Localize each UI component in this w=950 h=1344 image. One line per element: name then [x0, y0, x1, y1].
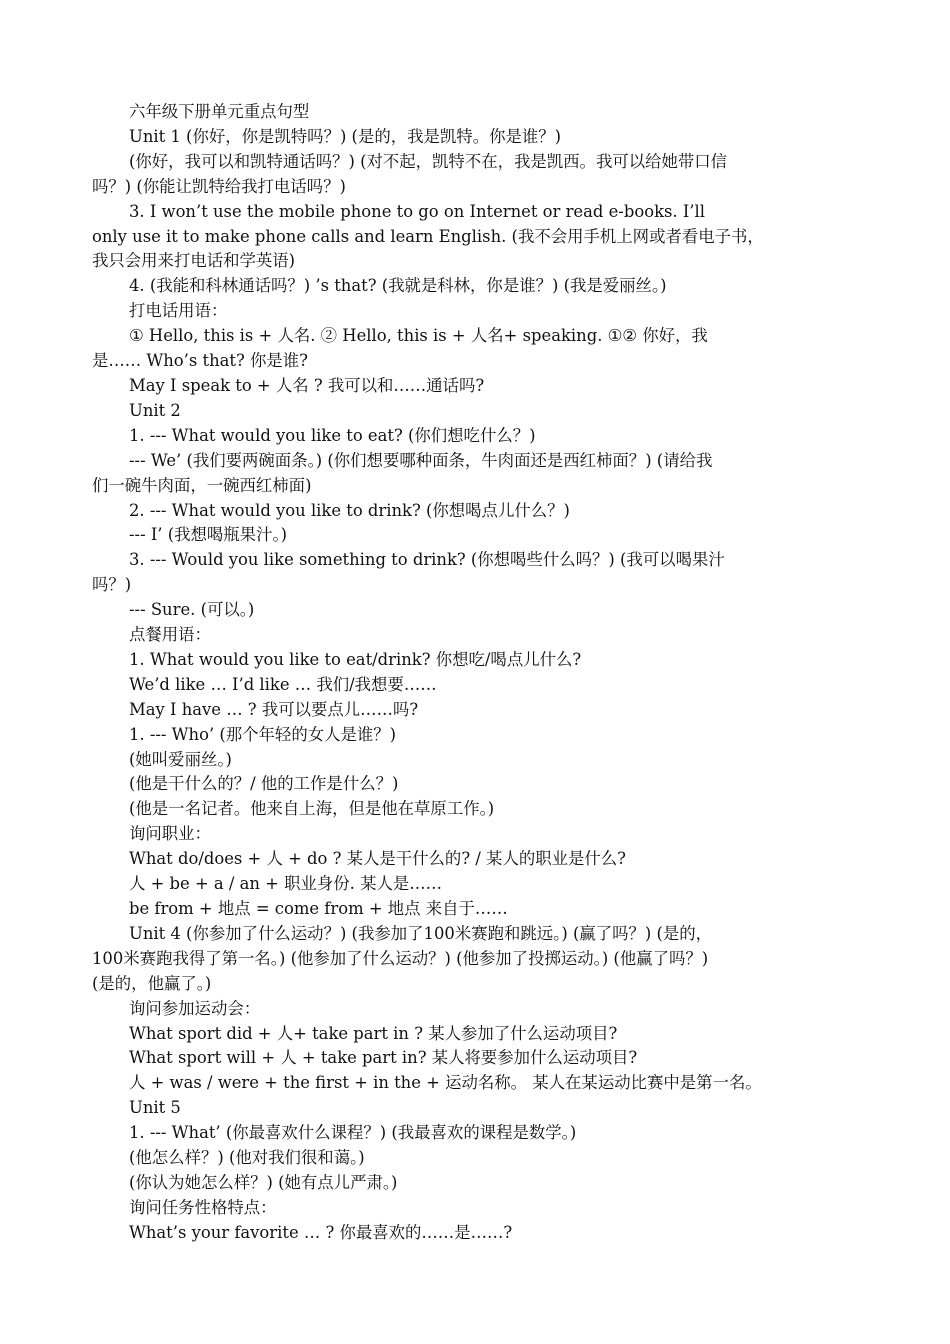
text-line: Unit 1 (你好，你是凯特吗？) (是的，我是凯特。你是谁？): [129, 126, 562, 146]
text-line: 点餐用语：: [129, 625, 211, 645]
text-line: 询问职业：: [129, 824, 211, 844]
text-line: 打电话用语：: [129, 301, 228, 321]
text-line: only use it to make phone calls and learn English. (我不会用手机上网或者看电子书，: [92, 226, 764, 246]
text-line: 六年级下册单元重点句型: [129, 102, 310, 121]
text-line: 2. --- What would you like to drink? (你想喝点儿什么？): [129, 500, 570, 520]
text-line: (你认为她怎么样？) (她有点儿严肃。): [129, 1172, 398, 1192]
text-line: 100米赛跑我得了第一名。) (他参加了什么运动？) (他参加了投掷运动。) (他赢了吗？): [92, 948, 709, 968]
text-line: 1. --- Who’ (那个年轻的女人是谁？): [129, 724, 397, 744]
text-line: 我只会用来打电话和学英语): [92, 251, 296, 271]
text-line: What do/does + 人 + do ? 某人是干什么的? / 某人的职业是什么?: [129, 849, 626, 869]
text-line: 4. (我能和科林通话吗？) ’s that? (我就是科林，你是谁？) (我是爱丽丝。): [129, 276, 667, 296]
text-line: be from + 地点 = come from + 地点 来自于……: [129, 899, 508, 918]
text-line: --- I’ (我想喝瓶果汁。): [129, 525, 288, 545]
text-line: 吗？) (你能让凯特给我打电话吗？): [92, 176, 346, 196]
text-line: What sport will + 人 + take part in? 某人将要参加什么运动项目?: [129, 1048, 638, 1068]
text-line: 们一碗牛肉面，一碗西红柿面): [92, 475, 312, 495]
text-line: 是…… Who’s that? 你是谁?: [92, 351, 308, 371]
text-line: We’d like … I’d like … 我们/我想要……: [129, 674, 437, 694]
text-line: ① Hello, this is + 人名. ② Hello, this is + 人名+ speaking. ①② 你好，我: [129, 326, 708, 346]
text-line: 3. --- Would you like something to drink? (你想喝些什么吗？) (我可以喝果汁: [129, 550, 725, 570]
text-line: (他是干什么的？/ 他的工作是什么？): [129, 774, 399, 794]
text-line: (你好，我可以和凯特通话吗？) (对不起，凯特不在，我是凯西。我可以给她带口信: [129, 151, 728, 171]
text-line: (是的，他赢了。): [92, 973, 212, 993]
text-line: --- We’ (我们要两碗面条。) (你们想要哪种面条，牛肉面还是西红柿面？) (请给我: [129, 450, 713, 470]
document-body: [92, 100, 872, 1246]
text-line: May I have … ? 我可以要点儿……吗?: [129, 699, 419, 719]
text-line: 询问任务性格特点：: [129, 1197, 277, 1217]
text-line: 3. I won’t use the mobile phone to go on Internet or read e-books. I’ll: [129, 201, 706, 221]
text-line: 吗？): [92, 575, 132, 595]
text-line: --- Sure. (可以。): [129, 600, 255, 620]
text-line: (他怎么样？) (他对我们很和蔼。): [129, 1148, 365, 1168]
text-line: (她叫爱丽丝。): [129, 749, 232, 769]
text-line: Unit 5: [129, 1098, 181, 1118]
text-line: 1. --- What’ (你最喜欢什么课程？) (我最喜欢的课程是数学。): [129, 1123, 577, 1143]
text-line: 人 + be + a / an + 职业身份. 某人是……: [129, 874, 443, 894]
text-line: What’s your favorite … ? 你最喜欢的……是……?: [129, 1222, 513, 1242]
text-line: What sport did + 人+ take part in ? 某人参加了什么运动项目?: [129, 1023, 618, 1043]
text-line: 询问参加运动会：: [129, 998, 261, 1018]
text-line: Unit 2: [129, 400, 181, 420]
text-line: May I speak to + 人名 ? 我可以和……通话吗?: [129, 375, 485, 395]
text-line: 人 + was / were + the first + in the + 运动名称。 某人在某运动比赛中是第一名。: [129, 1073, 762, 1093]
text-line: Unit 4 (你参加了什么运动？) (我参加了100米赛跑和跳远。) (赢了吗？) (是的，: [129, 923, 713, 943]
text-line: (他是一名记者。他来自上海，但是他在草原工作。): [129, 799, 495, 819]
text-line: 1. --- What would you like to eat? (你们想吃什么？): [129, 425, 536, 445]
text-line: 1. What would you like to eat/drink? 你想吃/喝点儿什么?: [129, 649, 582, 669]
